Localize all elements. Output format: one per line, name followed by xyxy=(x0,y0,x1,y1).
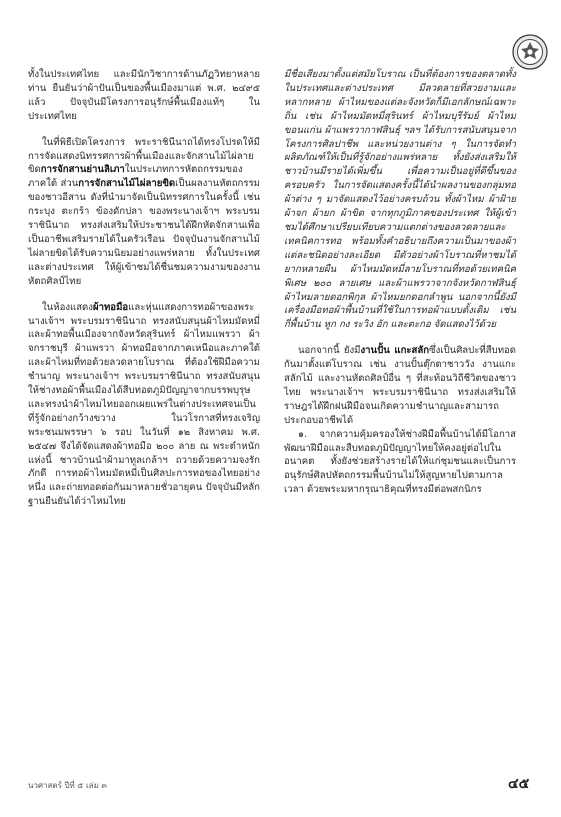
paragraph: มีชื่อเสียงมาตั้งแต่สมัยโบราณ เป็นที่ต้องการของตลาดทั้งในประเทศและต่างประเทศ มีลวดลายที่สวยงามและหลากหลาย ผ้าไหมของแต่ละจังหวัดก็มีเอกลักษณ์เฉพาะถิ่น เช่น ผ้าไหมมัดหมี่สุรินทร์ ผ้าไหมบุรีรัมย์ ผ้าไหมขอนแก่น ผ้าแพรวากาฬสินธุ์ ฯลฯ ได้รับการสนับสนุนจากโครงการศิลปาชีพ และหน่วยงานต่าง ๆ ในการจัดทำผลิตภัณฑ์ให้เป็นที่รู้จักอย่างแพร่หลาย ทั้งยังส่งเสริมให้ชาวบ้านมีรายได้เพิ่มขึ้น เพื่อความเป็นอยู่ที่ดีขึ้นของครอบครัว ในการจัดแสดงครั้งนี้ได้นำผลงานของกลุ่มทอผ้าต่าง ๆ มาจัดแสดงไว้อย่างครบถ้วน ทั้งผ้าไหม ผ้าฝ้าย ผ้าจก ผ้ายก ผ้าขิด จากทุกภูมิภาคของประเทศ ให้ผู้เข้าชมได้ศึกษาเปรียบเทียบความแตกต่างของลวดลายและเทคนิคการทอ พร้อมทั้งคำอธิบายถึงความเป็นมาของผ้าแต่ละชนิดอย่างละเอียด มีตัวอย่างผ้าโบราณที่หาชมได้ยากหลายผืน ผ้าไหมมัดหมี่ลายโบราณที่ทอด้วยเทคนิคพิเศษ ๒๐๐ ลายเศษ และผ้าแพรวาจากจังหวัดกาฬสินธุ์ ผ้าไหมลายดอกพิกุล ผ้าไหมยกดอกลำพูน นอกจากนี้ยังมีเครื่องมือทอผ้าพื้นบ้านที่ใช้ในการทอผ้าแบบดั้งเดิม เช่น กี่พื้นบ้าน หูก กง ระวิง อัก และตะกอ จัดแสดงไว้ด้วย xyxy=(284,69,516,331)
paragraph: ทั้งในประเทศไทย และมีนักวิชาการด้านภัฏวิทยาหลายท่าน ยืนยันว่าผ้าปันเป็นของพื้นเมืองมาแต่ พ.ศ. ๒๔๙๕ แล้ว ปัจจุบันมีโครงการอนุรักษ์พื้นเมืองแท้ๆ ในประเทศไทย xyxy=(28,69,260,122)
left-text-column xyxy=(28,68,260,509)
journal-footer: นวศาสตร์ ปีที่ ๕ เล่ม ๓ xyxy=(28,781,107,790)
paragraph: ในห้องแสดงผ้าทอมือและหุ่นแสดงการทอผ้าของพระนางเจ้าฯ พระบรมราชินีนาถ ทรงสนับสนุนผ้าไหมมัดหมี่และผ้าทอพื้นเมืองจากจังหวัดสุรินทร์ ผ้าไหมแพรวา ผ้าจกราชบุรี ผ้าแพรวา ผ้าทอมือจากภาคเหนือและภาคใต้ และผ้าไหมที่ทอด้วยลวดลายโบราณ ที่ต้องใช้ฝีมือความชำนาญ พระนางเจ้าฯ พระบรมราชินีนาถ ทรงสนับสนุนให้ช่างทอผ้าพื้นเมืองได้สืบทอดภูมิปัญญาจากบรรพบุรุษ และทรงนำผ้าไหมไทยออกเผยแพร่ในต่างประเทศจนเป็นที่รู้จักอย่างกว้างขวาง ในวโรกาสที่ทรงเจริญพระชนมพรรษา ๖ รอบ ในวันที่ ๑๒ สิงหาคม พ.ศ. ๒๕๔๗ จึงได้จัดแสดงผ้าทอมือ ๒๐๐ ลาย ณ พระตำหนักแห่งนี้ ชาวบ้านนำผ้ามาทูลเกล้าฯ ถวายด้วยความจงรักภักดี การทอผ้าไหมมัดหมี่เป็นศิลปะการทอของไทยอย่างหนึ่ง และถ่ายทอดต่อกันมาหลายชั่วอายุคน ปัจจุบันมีหลักฐานยืนยันได้ว่าไหมไทย xyxy=(28,301,260,508)
page-number: ๔๕ xyxy=(508,776,530,792)
paragraph: ๑. จากความคุ้มครองให้ช่างฝีมือพื้นบ้านได้มีโอกาสพัฒนาฝีมือและสืบทอดภูมิปัญญาไทยให้คงอยู่ต่อไปในอนาคต ทั้งยังช่วยสร้างรายได้ให้แก่ชุมชนและเป็นการอนุรักษ์ศิลปหัตถกรรมพื้นบ้านไม่ให้สูญหายไปตามกาลเวลา ด้วยพระมหากรุณาธิคุณที่ทรงมีต่อพสกนิกร xyxy=(284,428,516,496)
right-text-column xyxy=(284,68,516,497)
paragraph: นอกจากนี้ ยังมีงานปั้น แกะสลักซึ่งเป็นศิลปะที่สืบทอดกันมาตั้งแต่โบราณ เช่น งานปั้นตุ๊กตาชาววัง งานแกะสลักไม้ และงานหัตถศิลป์อื่น ๆ ที่สะท้อนวิถีชีวิตของชาวไทย พระนางเจ้าฯ พระบรมราชินีนาถ ทรงส่งเสริมให้ราษฎรได้ฝึกฝนฝีมือจนเกิดความชำนาญและสามารถประกอบอาชีพได้ xyxy=(284,345,517,426)
emblem-seal-icon xyxy=(512,34,548,70)
paragraph: ในที่พิธีเปิดโครงการ พระราชินีนาถได้ทรงโปรดให้มีการจัดแสดงนิทรรศการผ้าพื้นเมืองและจักสานไม้ไผ่ลายขิดการจักสานย่านลิเภาในประเภทการหัตถกรรมของภาคใต้ ส่วนการจักสานไม้ไผ่ลายขิดเป็นผลงานหัตถกรรมของชาวอีสาน ดังที่นำมาจัดเป็นนิทรรศการในครั้งนี้ เช่น กระบุง ตะกร้า ข้องดักปลา ของพระนางเจ้าฯ พระบรมราชินีนาถ ทรงส่งเสริมให้ประชาชนได้ฝึกหัดจักสานเพื่อเป็นอาชีพเสริมรายได้ในครัวเรือน ปัจจุบันงานจักสานไม้ไผ่ลายขิดได้รับความนิยมอย่างแพร่หลาย ทั้งในประเทศและต่างประเทศ ให้ผู้เข้าชมได้ชื่นชมความงามของงานหัตถศิลป์ไทย xyxy=(28,136,260,287)
